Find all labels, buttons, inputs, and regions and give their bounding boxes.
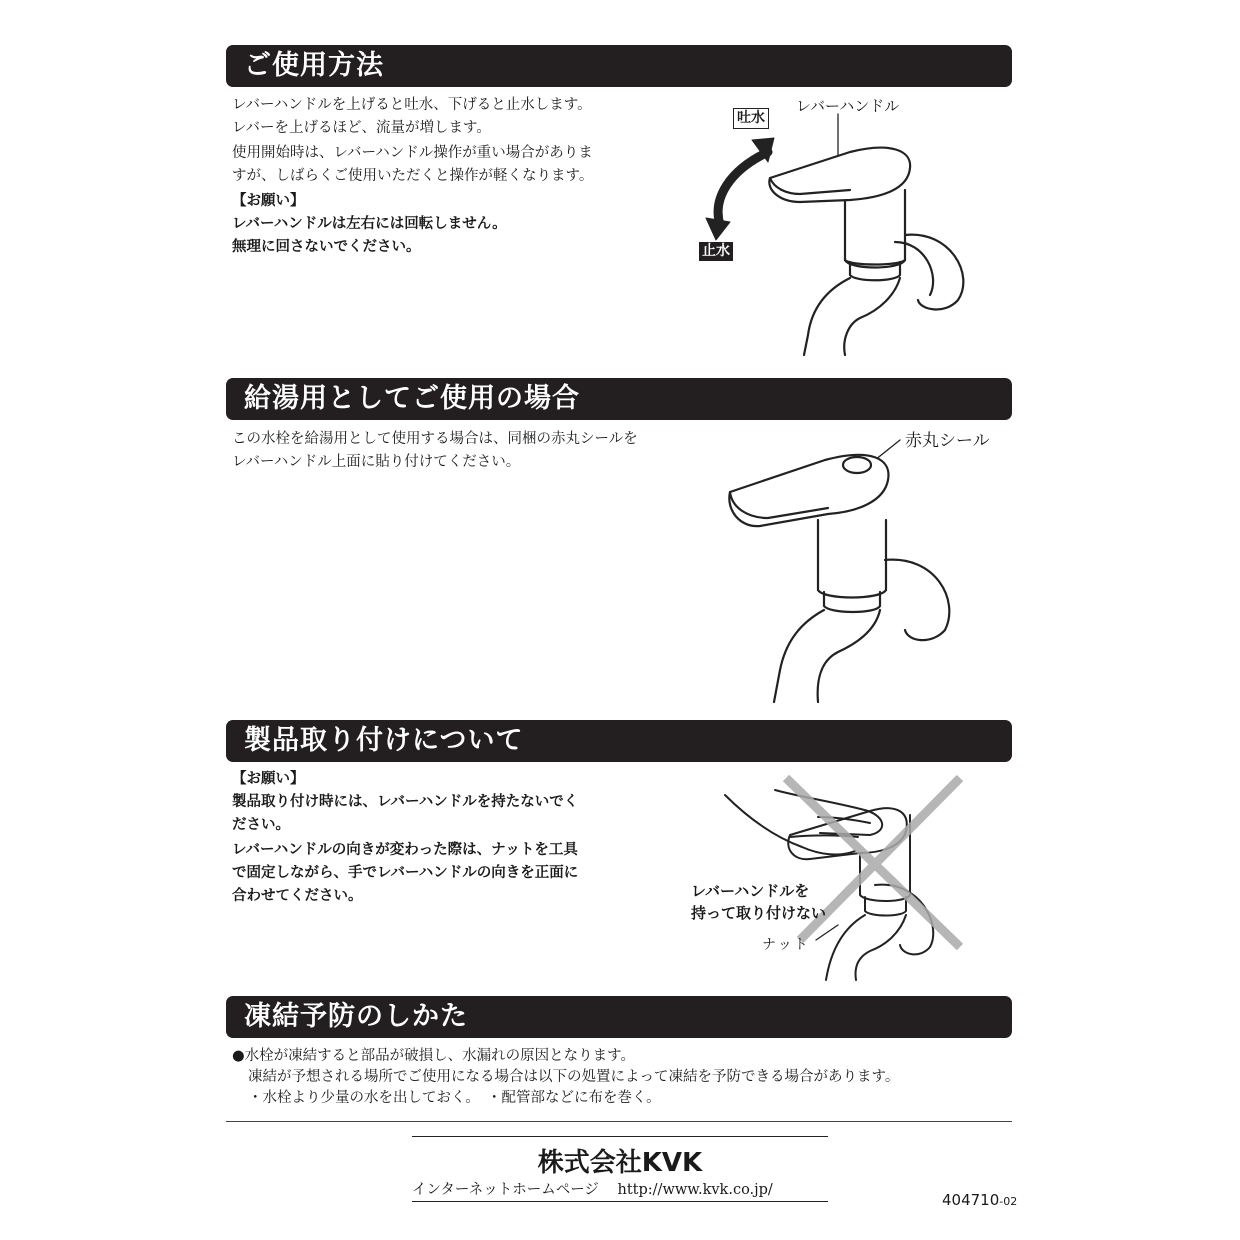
section-title-installation: 製品取り付けについて — [226, 720, 1012, 762]
freeze-text — [232, 1046, 899, 1109]
document-number — [942, 1191, 1017, 1209]
warning-line: 持って取り付けない — [691, 904, 827, 922]
usage-line: 使用開始時は、レバーハンドル操作が重い場合がありま — [232, 145, 593, 161]
homepage-url[interactable]: http://www.kvk.co.jp/ — [617, 1182, 773, 1198]
installation-line: 製品取り付け時には、レバーハンドルを持たないでく — [232, 794, 579, 810]
freeze-line: ●水栓が凍結すると部品が破損し、水漏れの原因となります。 — [232, 1048, 635, 1064]
section-title-hot-water: 給湯用としてご使用の場合 — [226, 378, 1012, 420]
usage-line: レバーを上げるほど、流量が増します。 — [232, 120, 491, 136]
water-on-label: 吐水 — [733, 108, 769, 129]
hot-water-line: レバーハンドル上面に貼り付けてください。 — [232, 454, 521, 470]
lever-handle-label: レバーハンドル — [796, 97, 900, 115]
faucet-usage-figure — [690, 90, 980, 360]
warning-line: レバーハンドルを — [691, 882, 810, 900]
faucet-seal-figure — [720, 430, 1010, 700]
company-bottom-rule — [412, 1201, 828, 1202]
usage-text — [232, 94, 593, 259]
homepage-line — [412, 1178, 773, 1199]
hot-water-text — [232, 428, 638, 474]
footer-divider — [226, 1121, 1012, 1122]
installation-line: ださい。 — [232, 817, 290, 833]
installation-line: 合わせてください。 — [232, 888, 363, 904]
installation-note-heading: 【お願い】 — [232, 771, 305, 787]
company-name: 株式会社KVK — [537, 1148, 703, 1178]
usage-line: すが、しばらくご使用いただくと操作が軽くなります。 — [232, 168, 594, 184]
usage-note-line: レバーハンドルは左右には回転しません。 — [232, 216, 507, 232]
water-off-label: 止水 — [699, 242, 733, 261]
company-top-rule — [412, 1136, 828, 1137]
section-title-usage: ご使用方法 — [226, 45, 1012, 87]
document-number-main: 404710 — [942, 1191, 1000, 1209]
installation-text — [232, 768, 578, 908]
section-title-freeze-prevention: 凍結予防のしかた — [226, 996, 1012, 1038]
usage-note-heading: 【お願い】 — [232, 193, 305, 209]
usage-note-line: 無理に回さないでください。 — [232, 239, 421, 255]
document-revision: -02 — [999, 1195, 1018, 1208]
freeze-line: 凍結が予想される場所でご使用になる場合は以下の処置によって凍結を予防できる場合があります。 — [248, 1069, 900, 1085]
hot-water-line: この水栓を給湯用として使用する場合は、同梱の赤丸シールを — [232, 431, 638, 447]
installation-line: レバーハンドルの向きが変わった際は、ナットを工具 — [232, 842, 578, 858]
warning-label — [691, 880, 826, 924]
usage-line: レバーハンドルを上げると吐水、下げると止水します。 — [232, 97, 592, 113]
homepage-label: インターネットホームページ — [412, 1182, 599, 1198]
nut-label: ナット — [762, 937, 810, 953]
installation-line: で固定しながら、手でレバーハンドルの向きを正面に — [232, 865, 579, 881]
freeze-line: ・水栓より少量の水を出しておく。 ・配管部などに布を巻く。 — [248, 1090, 661, 1106]
red-seal-label: 赤丸シール — [905, 431, 990, 451]
